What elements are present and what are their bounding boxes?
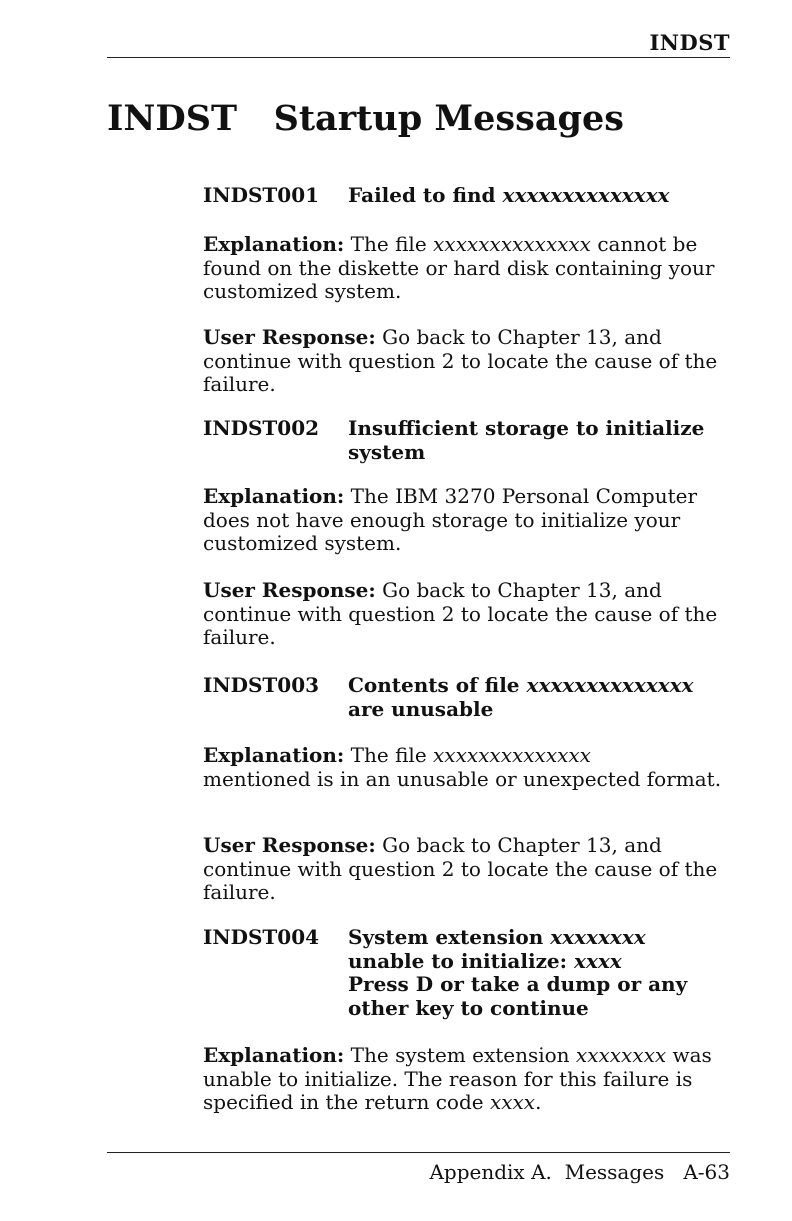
user-response-indst002: User Response: Go back to Chapter 13, and continue with question 2 to locate the cause of the failure.: [203, 578, 718, 649]
explanation-label: Explanation:: [203, 232, 345, 256]
footer-section: Appendix A. Messages: [429, 1160, 665, 1184]
running-head: INDST: [649, 30, 730, 55]
explanation-label: Explanation:: [203, 484, 345, 508]
explanation-label: Explanation:: [203, 1043, 345, 1067]
explanation-indst001: Explanation: The file xxxxxxxxxxxxxx cannot be found on the diskette or hard disk containing your customized system.: [203, 232, 715, 303]
message-indst004: [203, 926, 743, 1020]
user-response-label: User Response:: [203, 325, 376, 349]
top-rule: [107, 57, 730, 58]
message-text: System extension xxxxxxxx unable to initialize: xxxx Press D or take a dump or any other key to continue: [348, 925, 688, 1020]
user-response-indst003: User Response: Go back to Chapter 13, and continue with question 2 to locate the cause of the failure.: [203, 833, 718, 904]
message-indst002: [203, 417, 743, 464]
bottom-rule: [107, 1152, 730, 1153]
message-indst003: [203, 674, 743, 721]
message-id: INDST001: [203, 183, 320, 207]
page-title: INDST Startup Messages: [107, 98, 624, 139]
message-id: INDST003: [203, 673, 320, 697]
message-text: Insufficient storage to initialize system: [348, 416, 705, 464]
explanation-label: Explanation:: [203, 743, 345, 767]
user-response-indst001: User Response: Go back to Chapter 13, and continue with question 2 to locate the cause of the failure.: [203, 325, 718, 396]
page-footer: [429, 1160, 730, 1184]
explanation-indst003: Explanation: The file xxxxxxxxxxxxxx mentioned is in an unusable or unexpected format.: [203, 743, 722, 791]
message-text: Contents of file xxxxxxxxxxxxxx are unusable: [348, 673, 694, 721]
user-response-label: User Response:: [203, 833, 376, 857]
message-id: INDST002: [203, 416, 320, 440]
explanation-indst002: Explanation: The IBM 3270 Personal Computer does not have enough storage to initialize your customized system.: [203, 484, 698, 555]
message-id: INDST004: [203, 925, 320, 949]
user-response-label: User Response:: [203, 578, 376, 602]
page-number: A-63: [683, 1160, 730, 1184]
explanation-indst004: Explanation: The system extension xxxxxxxx was unable to initialize. The reason for this failure is specified in the return code xxxx.: [203, 1043, 712, 1114]
message-text: Failed to find xxxxxxxxxxxxxx: [348, 183, 670, 207]
message-indst001: [203, 184, 743, 208]
